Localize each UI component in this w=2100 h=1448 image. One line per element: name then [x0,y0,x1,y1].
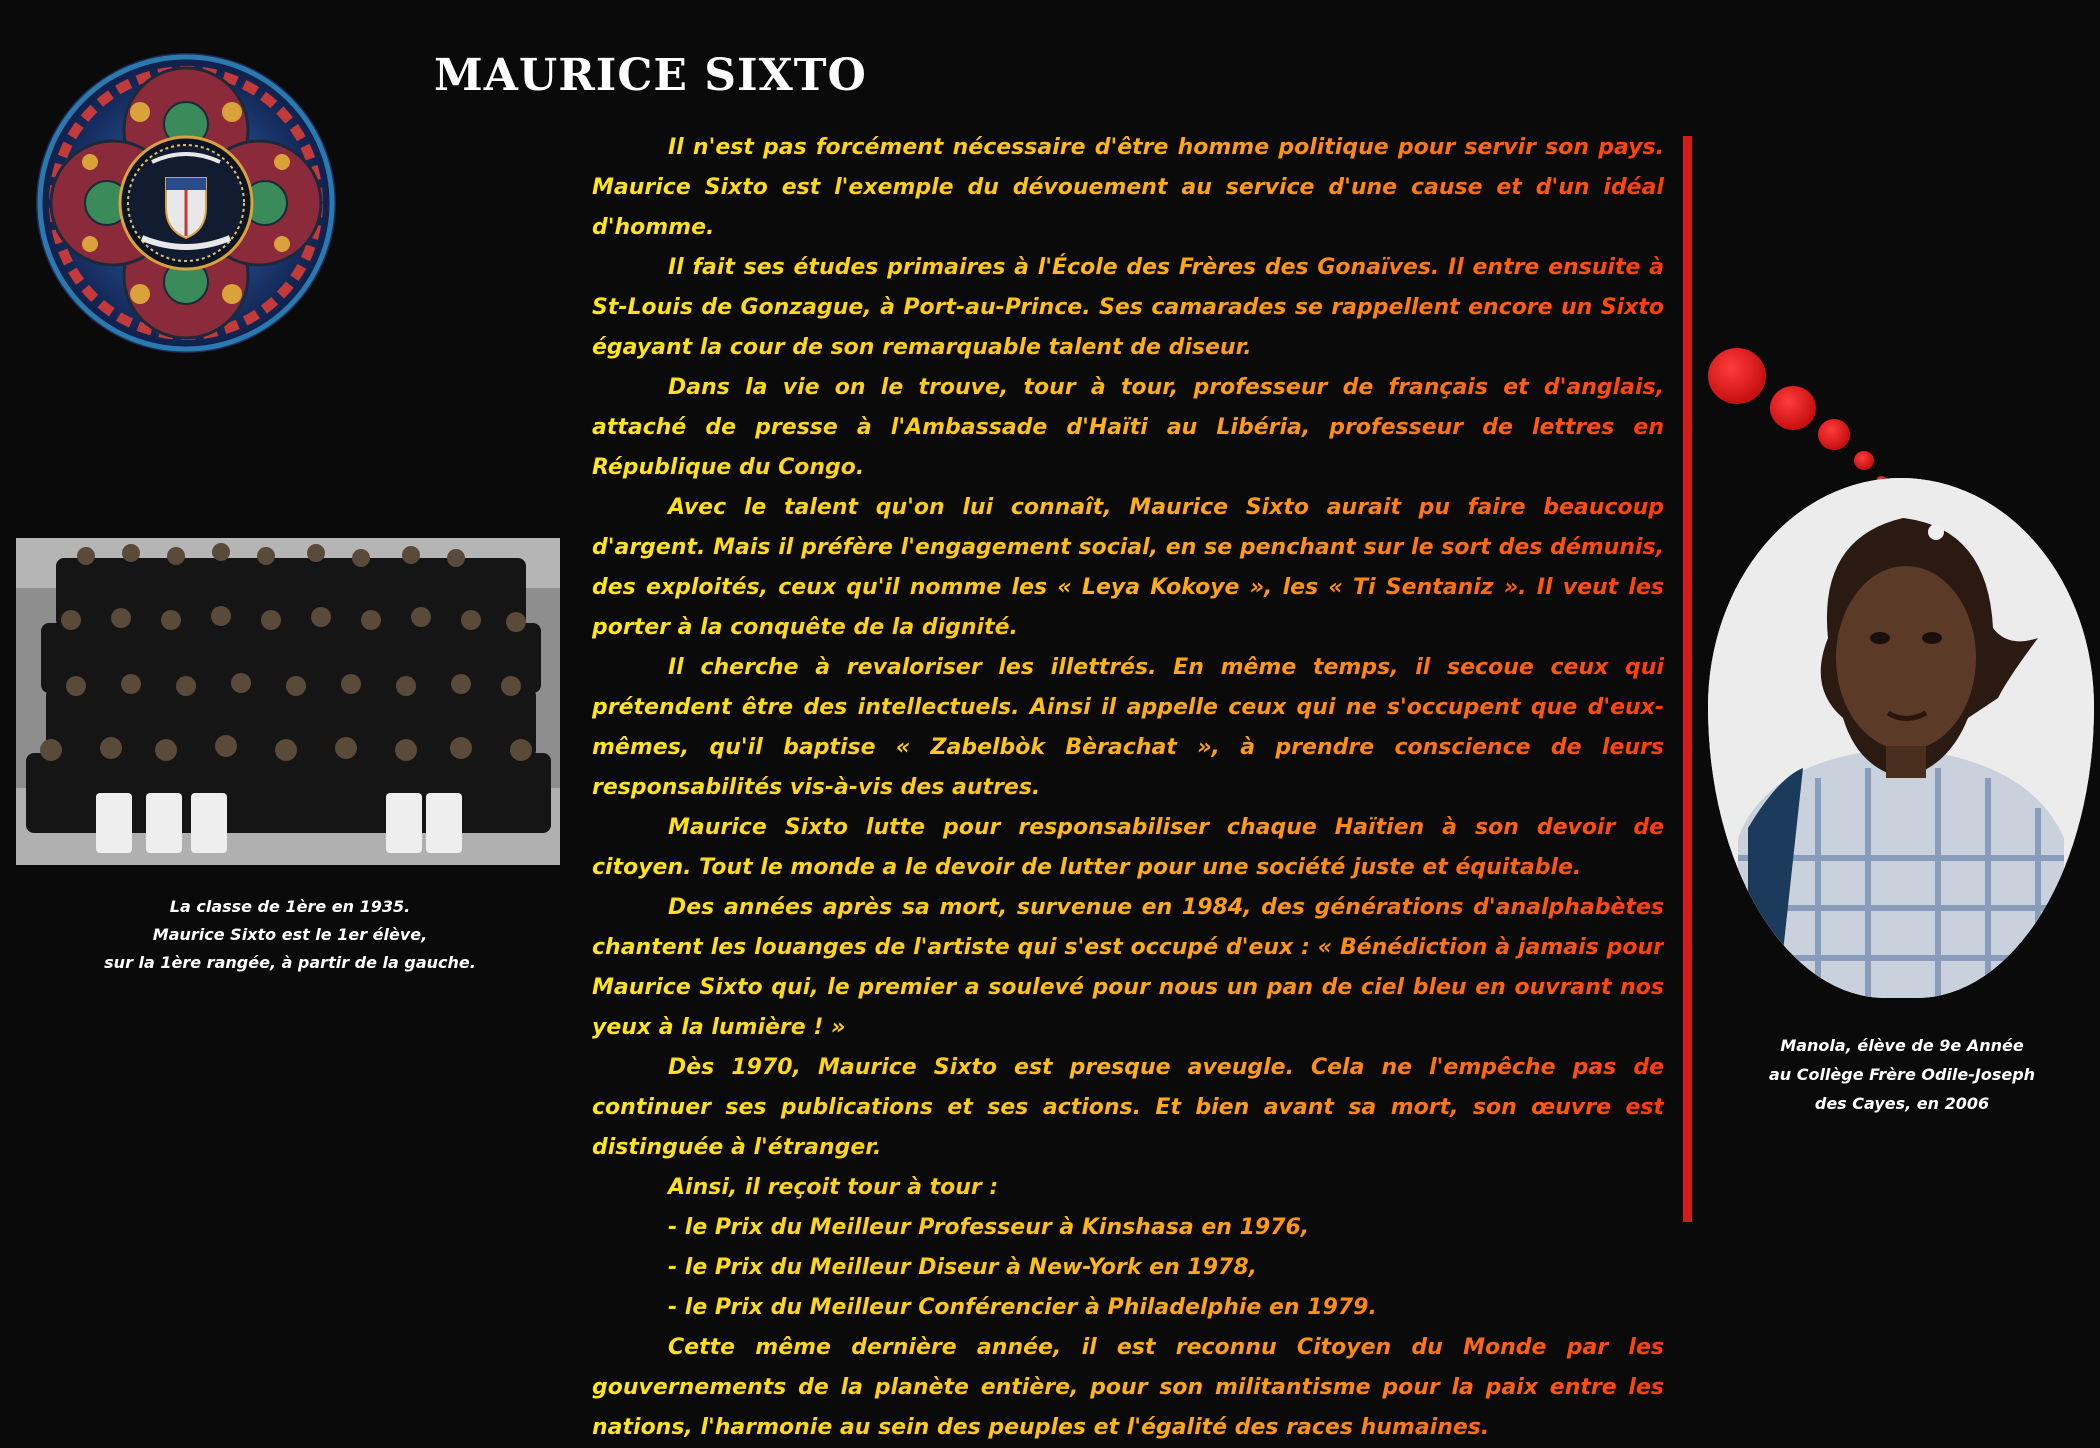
paragraph: Il fait ses études primaires à l'École des Frères des Gonaïves. Il entre ensuite à St-Louis de Gonzague, à Port-au-Prince. Ses camarades se rappellent encore un Sixto égayant la cour de son remarquable talent de diseur. [592,255,1664,360]
thought-bubble-large [1708,348,1766,404]
paragraph: Dès 1970, Maurice Sixto est presque aveugle. Cela ne l'empêche pas de continuer ses publications et ses actions. Et bien avant sa mort, son œuvre est distinguée à l'étranger. [592,1055,1664,1160]
portrait-caption [1732,1031,2072,1118]
caption-line: sur la 1ère rangée, à partir de la gauche. [104,953,476,972]
thought-bubble-medium [1770,386,1816,430]
paragraph: Dans la vie on le trouve, tour à tour, professeur de français et d'anglais, attaché de presse à l'Ambassade d'Haïti au Libéria, professeur de lettres en République du Congo. [592,375,1664,480]
thought-bubble-small [1818,419,1850,450]
paragraph: Ainsi, il reçoit tour à tour : [668,1175,999,1200]
award-item: - le Prix du Meilleur Professeur à Kinshasa en 1976, [668,1215,1310,1240]
award-item: - le Prix du Meilleur Conférencier à Philadelphie en 1979. [668,1295,1377,1320]
paragraph: Il n'est pas forcément nécessaire d'être homme politique pour servir son pays. Maurice Sixto est l'exemple du dévouement au service d'une cause et d'un idéal d'homme. [592,135,1664,240]
caption-line: Maurice Sixto est le 1er élève, [152,925,428,944]
red-divider-bar [1683,136,1692,1222]
caption-line: La classe de 1ère en 1935. [169,897,411,916]
paragraph: Maurice Sixto lutte pour responsabiliser chaque Haïtien à son devoir de citoyen. Tout le monde a le devoir de lutter pour une société juste et équitable. [592,815,1664,880]
thought-bubble-tiny [1854,451,1874,470]
class-photo-caption [70,893,510,977]
award-item: - le Prix du Meilleur Diseur à New-York en 1978, [668,1255,1258,1280]
biography-text [592,128,1664,1448]
caption-line: des Cayes, en 2006 [1814,1094,1990,1113]
paragraph: Il cherche à revaloriser les illettrés. En même temps, il secoue ceux qui prétendent être des intellectuels. Ainsi il appelle ceux qui ne s'occupent que d'eux-mêmes, qu'il baptise « Zabelbòk Bèrachat », à prendre conscience de leurs responsabilités vis-à-vis des autres. [592,655,1664,800]
caption-line: au Collège Frère Odile-Joseph [1768,1065,2036,1084]
paragraph: Avec le talent qu'on lui connaît, Maurice Sixto aurait pu faire beaucoup d'argent. Mais il préfère l'engagement social, en se penchant sur le sort des démunis, des exploités, ceux qu'il nomme les « Leya Kokoye », les « Ti Sentaniz ». Il veut les porter à la conquête de la dignité. [592,495,1664,640]
class-photo-1935 [16,538,560,865]
page-title: MAURICE SIXTO [434,50,867,101]
paragraph: Des années après sa mort, survenue en 1984, des générations d'analphabètes chantent les louanges de l'artiste qui s'est occupé d'eux : « Bénédiction à jamais pour Maurice Sixto qui, le premier a soulevé pour nous un pan de ciel bleu en ouvrant nos yeux à la lumière ! » [592,895,1664,1040]
paragraph: Cette même dernière année, il est reconnu Citoyen du Monde par les gouvernements de la planète entière, pour son militantisme pour la paix entre les nations, l'harmonie au sein des peuples et l'égalité des races humaines. [592,1335,1664,1440]
stained-glass-rose-window [30,52,342,354]
student-portrait [1708,478,2094,998]
caption-line: Manola, élève de 9e Année [1780,1036,2024,1055]
